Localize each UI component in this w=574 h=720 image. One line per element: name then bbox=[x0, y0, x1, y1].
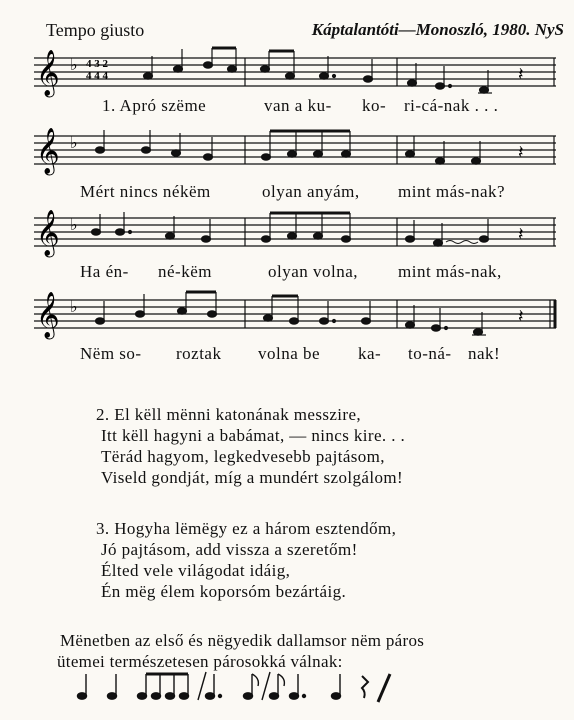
svg-text:♭: ♭ bbox=[70, 297, 78, 316]
lyric-syllable: ko- bbox=[362, 96, 387, 115]
rest-icon: 𝄽 bbox=[518, 64, 524, 85]
lyric-syllable: nak! bbox=[468, 344, 501, 363]
svg-text:𝄞: 𝄞 bbox=[36, 292, 60, 338]
flat-icon: ♭ bbox=[70, 55, 78, 74]
lyric-syllable: Ha én- bbox=[80, 262, 129, 281]
svg-text:♭: ♭ bbox=[70, 215, 78, 234]
lyric-syllable: mint más-nak? bbox=[398, 182, 506, 201]
lyric-syllable: Nëm so- bbox=[80, 344, 142, 363]
svg-text:𝄽: 𝄽 bbox=[518, 306, 524, 327]
verse-line: 2. El këll mënni katonának messzire, bbox=[96, 405, 362, 424]
lyric-syllable: olyan anyám, bbox=[262, 182, 360, 201]
treble-clef-icon: 𝄞 bbox=[36, 50, 60, 96]
verse-line: Viseld gondját, míg a mundért szolgálom! bbox=[101, 468, 404, 487]
tempo-marking: Tempo giusto bbox=[46, 20, 145, 40]
lyric-syllable: né-këm bbox=[158, 262, 212, 281]
time-signature: 4 3 2 bbox=[86, 58, 108, 70]
svg-text:𝄽: 𝄽 bbox=[518, 224, 524, 245]
lyric-syllable: ri-cá-nak . . . bbox=[404, 96, 499, 115]
lyric-syllable: van a ku- bbox=[264, 96, 332, 115]
performance-note-line: ütemei természetesen párosokká válnak: bbox=[57, 652, 343, 671]
music-staff-4 bbox=[0, 290, 574, 350]
verse-line: 3. Hogyha lëmëgy ez a három esztendőm, bbox=[96, 519, 397, 538]
lyrics-line-3 bbox=[0, 262, 574, 284]
svg-text:♭: ♭ bbox=[70, 133, 78, 152]
svg-text:𝄞: 𝄞 bbox=[36, 210, 60, 256]
verse-2 bbox=[96, 404, 405, 488]
lyric-syllable: Mért nincs nékëm bbox=[80, 182, 211, 201]
lyric-syllable: roztak bbox=[176, 344, 222, 363]
lyric-syllable: to-ná- bbox=[408, 344, 452, 363]
music-staff-2 bbox=[0, 126, 574, 186]
verse-line: Élted vele világodat idáig, bbox=[101, 561, 291, 580]
lyric-syllable: volna be bbox=[258, 344, 321, 363]
rhythm-example bbox=[0, 666, 574, 706]
lyric-syllable: ka- bbox=[358, 344, 382, 363]
performance-note-line: Mënetben az első és nëgyedik dallamsor nëm páros bbox=[60, 631, 425, 650]
music-staff-3 bbox=[0, 208, 574, 268]
verse-line: Én mëg élem koporsóm bezártáig. bbox=[101, 582, 347, 601]
verse-3 bbox=[96, 518, 396, 602]
svg-text:𝄞: 𝄞 bbox=[36, 128, 60, 174]
lyric-syllable: 1. Apró szëme bbox=[102, 96, 207, 115]
lyrics-line-1 bbox=[0, 96, 574, 118]
verse-line: Tërád hagyom, legkedvesebb pajtásom, bbox=[101, 447, 385, 466]
source-reference: Káptalantóti—Monoszló, 1980. NyS bbox=[311, 20, 564, 39]
svg-text:𝄽: 𝄽 bbox=[518, 142, 524, 163]
lyrics-line-4 bbox=[0, 344, 574, 366]
svg-text:4 4 4: 4 4 4 bbox=[86, 70, 108, 82]
lyric-syllable: mint más-nak, bbox=[398, 262, 502, 281]
verse-line: Jó pajtásom, add vissza a szeretőm! bbox=[101, 540, 358, 559]
lyric-syllable: olyan volna, bbox=[268, 262, 359, 281]
lyrics-line-2 bbox=[0, 182, 574, 204]
verse-line: Itt këll hagyni a babámat, — nincs kire. . . bbox=[101, 426, 406, 445]
